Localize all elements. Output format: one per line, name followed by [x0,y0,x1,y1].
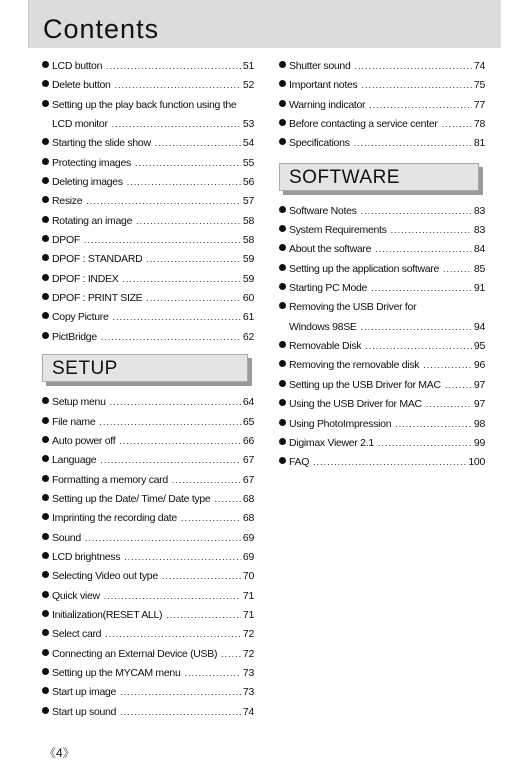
toc-entry-label: Setup menu [52,396,106,409]
toc-entry-label: Language [52,454,97,467]
toc-entry-page: 71 [242,589,254,602]
toc-entry-label: Starting the slide show [52,137,151,150]
toc-entry-page: 72 [242,628,254,641]
toc-entry-page: 96 [473,359,485,372]
section-header-software [279,163,485,195]
toc-entry-label: Important notes [289,79,358,92]
toc-entry-page: 65 [242,415,254,428]
dot-leader [120,707,241,717]
toc-entry[interactable] [42,648,254,667]
toc-entry-label: Select card [52,628,102,641]
toc-entry[interactable] [279,456,485,475]
toc-entry[interactable] [42,474,254,493]
toc-entry-page: 56 [242,176,254,189]
bullet-icon [279,206,286,213]
dot-leader [361,206,472,216]
dot-leader [115,80,241,90]
toc-entry[interactable] [279,99,485,118]
toc-entry-page: 67 [242,454,254,467]
toc-entry-label: DPOF : PRINT SIZE [52,292,143,305]
toc-entry-page: 60 [242,292,254,305]
dot-leader [124,552,241,562]
bullet-icon [279,360,286,367]
toc-entry-label: Using the USB Driver for MAC [289,398,422,411]
toc-entry-label: Removable Disk [289,340,362,353]
toc-entry-label: Starting PC Mode [289,282,368,295]
toc-entry-page: 83 [473,204,485,217]
toc-entry-label: File name [52,415,96,428]
toc-entry[interactable] [279,79,485,98]
dot-leader [112,119,241,129]
toc-entry-label: Protecting images [52,156,131,169]
toc-entry-page: 73 [242,666,254,679]
toc-entry-page: 70 [242,570,254,583]
dot-leader [181,513,241,523]
toc-entry[interactable] [279,60,485,79]
toc-entry-page: 68 [242,492,254,505]
toc-entry-page: 73 [242,686,254,699]
dot-leader [104,591,241,601]
toc-entry-label: Copy Picture [52,311,109,324]
section-title: SOFTWARE [289,166,400,188]
bullet-icon [42,177,49,184]
bullet-icon [42,513,49,520]
toc-entry[interactable] [42,273,254,292]
dot-leader [86,196,241,206]
toc-entry-label: FAQ [289,456,310,469]
bullet-icon [279,100,286,107]
toc-entry-page: 74 [473,60,485,72]
bullet-icon [279,138,286,145]
dot-leader [84,235,241,245]
bullet-icon [42,629,49,636]
toc-entry-page: 98 [473,417,485,430]
bullet-icon [42,649,49,656]
toc-entry-page: 75 [473,79,485,92]
toc-entry-label: Removing the USB Driver for [289,301,417,314]
section-title: SETUP [52,358,118,380]
bullet-icon [279,283,286,290]
toc-entry-label: Specifications [289,137,350,150]
toc-entry[interactable] [279,321,485,340]
dot-leader [122,274,240,284]
bullet-icon [279,341,286,348]
bullet-icon [279,80,286,87]
bullet-icon [42,138,49,145]
toc-entry-label: Setting up the Date/ Time/ Date type [52,492,211,505]
toc-entry-label: Removing the removable disk [289,359,420,372]
toc-entry-page: 94 [473,320,485,333]
dot-leader [423,360,472,370]
bullet-icon [42,494,49,501]
toc-entry-label: Setting up the MYCAM menu [52,666,181,679]
dot-leader [85,533,241,543]
toc-group [279,60,485,157]
dot-leader [162,571,241,581]
toc-entry[interactable] [42,311,254,330]
toc-entry-page: 74 [242,705,254,718]
bullet-icon [279,302,286,309]
dot-leader [166,610,241,620]
toc-entry-label: Software Notes [289,204,357,217]
toc-entry-page: 72 [242,647,254,660]
toc-entry-label: Before contacting a service center [289,118,438,131]
bullet-icon [42,455,49,462]
bullet-icon [42,668,49,675]
toc-entry[interactable] [42,435,254,454]
toc-entry-page: 57 [242,195,254,208]
toc-group [279,205,485,476]
dot-leader [184,668,240,678]
bullet-icon [42,312,49,319]
toc-entry-page: 62 [242,330,254,343]
toc-entry[interactable] [279,398,485,417]
toc-right-column [279,60,485,476]
dot-leader [354,138,472,148]
dot-leader [369,100,472,110]
bullet-icon [279,225,286,232]
toc-entry[interactable] [42,628,254,647]
toc-entry-page: 54 [242,137,254,150]
toc-entry[interactable] [279,224,485,243]
toc-entry-label: DPOF : STANDARD [52,253,143,266]
dot-leader [354,61,471,71]
toc-entry[interactable] [42,532,254,551]
bullet-icon [279,264,286,271]
toc-entry[interactable] [42,667,254,686]
toc-entry-page: 59 [242,272,254,285]
toc-entry-page: 71 [242,608,254,621]
bullet-icon [42,332,49,339]
toc-entry[interactable] [42,331,254,350]
toc-entry[interactable] [279,118,485,137]
toc-entry-label: Formatting a memory card [52,473,168,486]
toc-entry-label: Shutter sound [289,60,351,72]
bullet-icon [279,119,286,126]
toc-entry[interactable] [42,493,254,512]
toc-entry[interactable] [42,137,254,156]
toc-entry[interactable] [279,379,485,398]
toc-entry[interactable] [42,416,254,435]
toc-entry[interactable] [279,418,485,437]
toc-entry[interactable] [42,454,254,473]
bullet-icon [42,100,49,107]
bullet-icon [42,61,49,68]
toc-entry-page: 64 [242,396,254,409]
toc-entry-label: Imprinting the recording date [52,512,177,525]
toc-entry[interactable] [279,437,485,456]
dot-leader [443,264,472,274]
bullet-icon [42,591,49,598]
page-title: Contents [43,14,160,44]
toc-entry-label: Sound [52,531,81,544]
toc-entry-page: 95 [473,340,485,353]
toc-group [42,396,254,725]
dot-leader [313,457,466,467]
toc-entry-label: Resize [52,195,83,208]
toc-entry[interactable] [42,396,254,415]
toc-entry-label: System Requirements [289,224,387,237]
toc-entry-page: 59 [242,253,254,266]
bullet-icon [42,216,49,223]
bullet-icon [279,457,286,464]
dot-leader [395,419,472,429]
dot-leader [120,687,241,697]
toc-entry-page: 97 [473,378,485,391]
toc-entry-page: 100 [468,456,485,469]
toc-entry-label: PictBridge [52,330,97,343]
toc-entry-label: Deleting images [52,176,123,189]
dot-leader [135,158,241,168]
toc-entry[interactable] [42,609,254,628]
toc-entry-page: 58 [242,214,254,227]
toc-entry-page: 84 [473,243,485,256]
dot-leader [221,649,241,659]
bullet-icon [279,244,286,251]
bullet-icon [42,235,49,242]
toc-entry-label: Start up sound [52,705,117,718]
dot-leader [375,244,472,254]
toc-entry-page: 53 [242,118,254,131]
dot-leader [214,494,240,504]
toc-entry-label: Rotating an image [52,214,133,227]
dot-leader [101,332,241,342]
toc-left-column [42,60,254,725]
toc-entry[interactable] [279,205,485,224]
toc-entry[interactable] [42,99,254,118]
toc-entry[interactable] [42,551,254,570]
toc-entry-page: 58 [242,234,254,247]
toc-entry-page: 97 [473,398,485,411]
dot-leader [391,225,472,235]
bullet-icon [42,687,49,694]
dot-leader [361,80,471,90]
toc-entry-label: Setting up the play back function using the [52,98,237,111]
dot-leader [426,399,472,409]
toc-group [42,60,254,350]
toc-entry-page: 61 [242,311,254,324]
bullet-icon [42,293,49,300]
page-number: 《4》 [44,746,75,760]
dot-leader [445,380,472,390]
toc-entry-label: Setting up the USB Driver for MAC [289,378,441,391]
dot-leader [136,216,241,226]
toc-entry[interactable] [279,243,485,262]
toc-entry-label: About the software [289,243,372,256]
bullet-icon [42,571,49,578]
toc-entry-label: DPOF [52,234,80,247]
toc-entry-label: LCD button [52,60,103,72]
header-bar [28,0,501,48]
toc-entry[interactable] [42,686,254,705]
toc-entry-label: LCD monitor [52,118,108,131]
dot-leader [442,119,472,129]
toc-entry[interactable] [279,263,485,282]
toc-entry[interactable] [279,282,485,301]
toc-entry-label: Quick view [52,589,100,602]
dot-leader [361,322,472,332]
dot-leader [105,629,241,639]
toc-entry-label: Setting up the application software [289,262,440,275]
toc-entry-label: Delete button [52,79,111,92]
bullet-icon [42,80,49,87]
toc-entry[interactable] [279,340,485,359]
toc-entry[interactable] [279,359,485,378]
dot-leader [365,341,472,351]
toc-entry-label: Using PhotoImpression [289,417,392,430]
toc-entry[interactable] [42,157,254,176]
bullet-icon [42,552,49,559]
toc-entry-label: Connecting an External Device (USB) [52,647,218,660]
toc-entry[interactable] [42,60,254,79]
bullet-icon [42,397,49,404]
toc-entry-page: 67 [242,473,254,486]
dot-leader [127,177,241,187]
dot-leader [110,397,241,407]
toc-entry[interactable] [42,590,254,609]
toc-entry[interactable] [42,195,254,214]
dot-leader [155,138,241,148]
toc-entry-page: 83 [473,224,485,237]
toc-entry-page: 85 [473,262,485,275]
dot-leader [119,436,241,446]
dot-leader [100,455,241,465]
dot-leader [106,61,241,71]
bullet-icon [42,707,49,714]
bullet-icon [42,417,49,424]
dot-leader [172,475,241,485]
bullet-icon [42,196,49,203]
bullet-icon [42,533,49,540]
bullet-icon [279,61,286,68]
bullet-icon [42,475,49,482]
dot-leader [99,417,241,427]
toc-entry[interactable] [42,253,254,272]
toc-entry[interactable] [42,176,254,195]
toc-entry-label: Selecting Video out type [52,570,158,583]
bullet-icon [42,436,49,443]
toc-entry-label: Auto power off [52,434,116,447]
toc-entry-label: DPOF : INDEX [52,272,119,285]
bullet-icon [279,438,286,445]
toc-entry-page: 77 [473,98,485,111]
toc-entry-label: Initialization(RESET ALL) [52,608,163,621]
toc-entry-page: 78 [473,118,485,131]
bullet-icon [42,254,49,261]
bullet-icon [279,419,286,426]
toc-entry[interactable] [42,118,254,137]
toc-entry[interactable] [42,706,254,725]
dot-leader [378,438,472,448]
toc-entry[interactable] [279,301,485,320]
dot-leader [371,283,472,293]
toc-entry-page: 91 [473,282,485,295]
toc-entry[interactable] [279,137,485,156]
toc-entry-label: Start up image [52,686,117,699]
toc-entry-page: 69 [242,550,254,563]
toc-entry[interactable] [42,79,254,98]
dot-leader [146,293,241,303]
section-header-setup [42,354,254,386]
toc-entry-label: Digimax Viewer 2.1 [289,436,374,449]
toc-entry-page: 66 [242,434,254,447]
toc-entry-page: 52 [242,79,254,92]
toc-entry[interactable] [42,512,254,531]
toc-entry-page: 69 [242,531,254,544]
toc-entry-page: 51 [242,60,254,72]
toc-entry-page: 99 [473,436,485,449]
bullet-icon [42,274,49,281]
bullet-icon [279,380,286,387]
toc-entry-page: 68 [242,512,254,525]
toc-entry[interactable] [42,570,254,589]
toc-entry-page: 81 [473,137,485,150]
dot-leader [113,312,241,322]
bullet-icon [42,158,49,165]
toc-entry[interactable] [42,215,254,234]
toc-entry-label: Warning indicator [289,98,366,111]
toc-entry-label: LCD brightness [52,550,121,563]
toc-entry-page: 55 [242,156,254,169]
toc-entry-label: Windows 98SE [289,320,357,333]
toc-entry[interactable] [42,234,254,253]
bullet-icon [279,399,286,406]
dot-leader [146,254,241,264]
bullet-icon [42,610,49,617]
toc-entry[interactable] [42,292,254,311]
